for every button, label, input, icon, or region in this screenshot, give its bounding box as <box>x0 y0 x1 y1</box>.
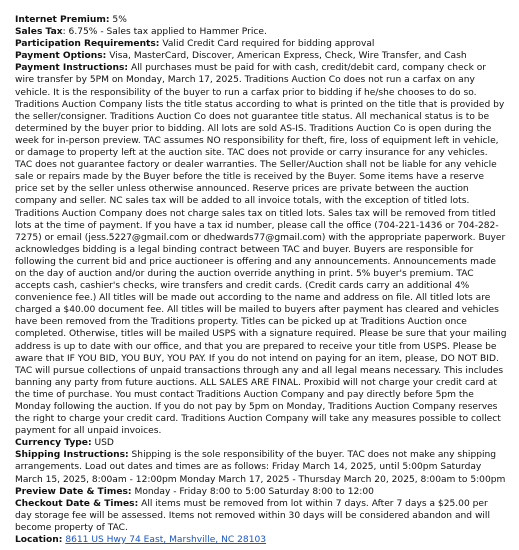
internet-premium-value: 5% <box>109 15 127 25</box>
preview-label: Preview Date & Times: <box>15 486 132 497</box>
participation-value: Valid Credit Card required for bidding approval <box>159 39 375 50</box>
payment-options-value: Visa, MasterCard, Discover, American Express, Check, Wire Transfer, and Cash <box>106 51 467 62</box>
currency-label: Currency Type: <box>15 438 92 449</box>
shipping-label: Shipping Instructions: <box>15 450 129 461</box>
payment-instructions-value: All purchases must be paid for with cash, credit/debit card, company check or wire transfer by 5PM on Monday, March 17, 2025. Traditions Auction Co does not run a carfax on any vehicle. It is the responsibility of the buyer to run a carfax prior to bidding if he/she chooses to do so. Traditions Auction Company lists the title status according to what is printed on the title that is provided by the seller/consigner. Traditions Auction Co does not guarantee title status. All mechanical status is to be determined by the buyer prior to bidding. All lots are sold AS-IS. Traditions Auction Co is open during the week for in-person preview. TAC assumes NO responsibility for theft, fire, loss of equipment left in vehicle, or damage to property left at the auction site. TAC does not provide or carry insurance for any vehicles. TAC does not guarantee factory or dealer warranties. The Seller/Auction shall not be liable for any vehicle sale or repairs made by the Buyer before the title is received by the Buyer. Some items have a reserve price set by the seller unless otherwise announced. Reserve prices are private between the auction company and seller. NC sales tax will be added to all invoice totals, with the exception of titled lots. Traditions Auction Company does not charge sales tax on titled lots. Sales tax will be removed from titled lots at the time of payment. If you have a tax id number, please call the office (704-221-1436 or 704-282-7275) or email (jess.5227@gmail.com or dhedwards77@gmail.com) with the appropriate paperwork. Buyer acknowledges bidding is a legal binding contract between TAC and buyer. Buyers are responsible for following the current bid and price auctioneer is offering and any announcements. Announcements made on the day of auction and/or during the auction override anything in print. 5% buyer's premium. TAC accepts cash, cashier's checks, wire transfers and credit cards. (Credit cards carry an additional 4% convenience fee.) All titles will be made out according to the name and address on file. All titled lots are charged a $40.00 document fee. All titles will be mailed to buyers after payment has cleared and vehicles have been removed from the Traditions property. Titles can be picked up at Traditions Auction once completed. Otherwise, titles will be mailed USPS with a signature required. Please be sure that your mailing address is up to date with our office, and that you are prepared to receive your title from USPS. Please be aware that IF YOU BID, YOU BUY, YOU PAY. If you do not intend on paying for an item, please, DO NOT BID. TAC will pursue collections of unpaid transactions through any and all legal means necessary. This includes banning any party from future auctions. ALL SALES ARE FINAL. Proxibid will not charge your credit card at the time of purchase. You must contact Traditions Auction Company and pay directly before 5pm the Monday following the auction. If you do not pay by 5pm on Monday, Traditions Auction Company reserves the right to charge your credit card. Traditions Auction Company will take any measures possible to collect payment for all unpaid invoices. <box>15 63 507 437</box>
checkout-label: Checkout Date & Times: <box>15 498 139 509</box>
location-row <box>15 534 507 546</box>
sales-tax-row <box>15 26 507 38</box>
payment-options-row <box>15 50 507 62</box>
payment-options-label: Payment Options: <box>15 51 107 62</box>
checkout-value: All items must be removed from lot within 7 days. After 7 days a $25.00 per day storage fee will be assessed. Items not removed within 30 days will be considered abandon and will become property of TAC. <box>15 498 490 533</box>
shipping-value: Shipping is the sole responsibility of the buyer. TAC does not make any shipping arrangements. Load out dates and times are as follows: Friday March 14, 2025, until 5:00pm Saturday March 15, 2025, 8:00am - 12:00pm Monday March 17, 2025 - Thursday March 20, 2025, 8:00am to 5:00pm <box>15 450 506 485</box>
sales-tax-label: Sales Tax <box>15 27 63 38</box>
internet-premium-row <box>15 14 507 26</box>
location-address-link[interactable]: 8611 US Hwy 74 East, Marshville, NC 28103 <box>65 535 267 546</box>
currency-row <box>15 437 507 449</box>
participation-label: Participation Requirements: <box>15 39 160 50</box>
internet-premium-label: Internet Premium: <box>15 15 110 25</box>
currency-value: USD <box>91 438 114 449</box>
preview-row <box>15 486 507 498</box>
participation-row <box>15 38 507 50</box>
payment-instructions-label: Payment Instructions: <box>15 63 129 74</box>
checkout-row <box>15 498 507 534</box>
sales-tax-value: : 6.75% - Sales tax applied to Hammer Price. <box>62 27 267 38</box>
shipping-row <box>15 449 507 485</box>
payment-instructions-row <box>15 62 507 437</box>
preview-value: Monday - Friday 8:00 to 5:00 Saturday 8:00 to 12:00 <box>131 486 374 497</box>
location-label: Location: <box>15 535 63 546</box>
